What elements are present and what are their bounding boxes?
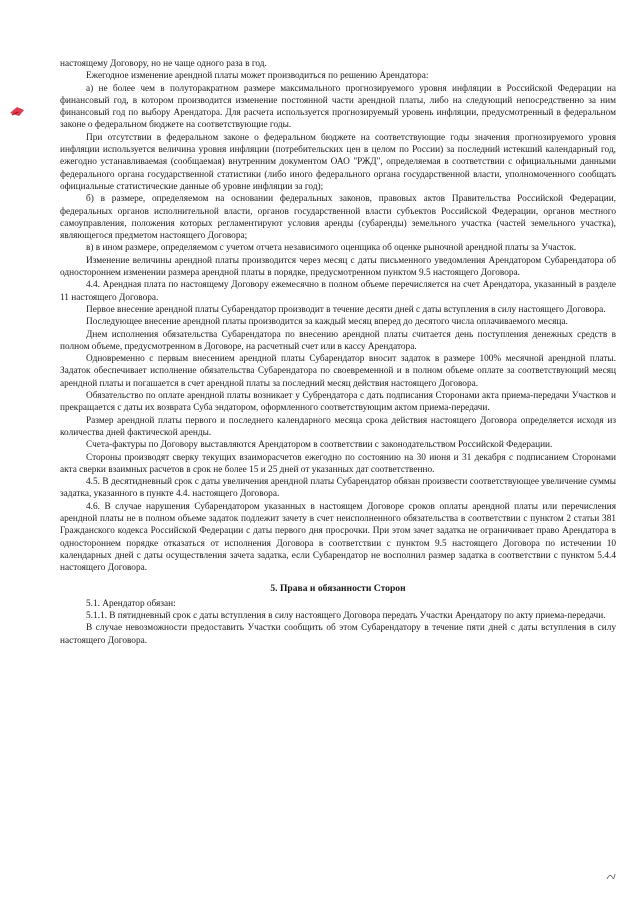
section-heading: 5. Права и обязанности Сторон — [270, 583, 406, 595]
paragraph: Изменение величины арендной платы производится через месяц с даты письменного уведомления Арендатором Субарендатора об одностороннем изменении размера арендной платы в порядке, предусмотренном пунктом 9.5 настоящего Договора. — [60, 255, 616, 279]
section-body-text — [60, 598, 616, 647]
paragraph: Стороны производят сверку текущих взаиморасчетов ежегодно по состоянию на 30 июня и 31 декабря с подписанием Сторонами акта сверки взаимных расчетов в срок не более 15 и 25 дней от указанных дат соответственно. — [60, 452, 616, 475]
paragraph: Первое внесение арендной платы Субарендатор производит в течение десяти дней с даты вступления в силу настоящего Договора. — [86, 304, 606, 315]
paragraph: б) в размере, определяемом на основании федеральных законов, правовых актов Правительства Российской Федерации, федеральных органов исполнительной власти, органов государственной власти субъектов Российской Федерации, органов местного самоуправления, положения которых регламентируют условия аренды (субаренды) земельного участка (частей земельного участка), являющегося предметом настоящего Договора; — [60, 194, 616, 242]
paragraph: 5.1.1. В пятидневный срок с даты вступления в силу настоящего Договора передать Участки Арендатору по акту приема-передачи. — [86, 611, 606, 622]
paragraph: Счета-фактуры по Договору выставляются Арендатором в соответствии с законодательством Российской Федерации. — [86, 440, 553, 451]
paragraph: При отсутствии в федеральном законе о федеральном бюджете на соответствующие годы значения прогнозируемого уровня инфляции используется величина уровня инфляции (потребительских цен в целом по России) за последний истекший календарный год, ежегодно устанавливаемая (сообщаемая) внутренним документом ОАО "РЖД", определяемая в соответствии с официальными данными федерального органа государственной статистики (либо иного федерального органа государственной власти, уполномоченного сообщать официальные статистические данные об уровне инфляции за год); — [60, 132, 616, 192]
paragraph: Одновременно с первым внесением арендной платы Субарендатор вносит задаток в размере 100% месячной арендной платы. Задаток обеспечивает исполнение обязательства Субарендатора по своевременной и в полном объеме оплате за соответствующий месяц арендной платы и погашается в счет арендной платы за последний месяц действия настоящего Договора. — [60, 354, 616, 389]
paragraph: Размер арендной платы первого и последнего календарного месяца срока действия настоящего Договора определяется исходя из количества дней фактической аренды. — [60, 415, 616, 438]
document-page — [60, 58, 616, 647]
paragraph: 4.4. Арендная плата по настоящему Договору ежемесячно в полном объеме перечисляется на счет Арендатора, указанный в разделе 11 настоящего Договора. — [60, 280, 616, 303]
paragraph: а) не более чем в полуторакратном размере максимального прогнозируемого уровня инфляции в Российской Федерации на финансовый год, в котором производится изменение постоянной части арендной платы, либо на следующий непосредственно за ним финансовый год по выбору Арендатора. Для расчета используется прогнозируемый уровень инфляции, предусмотренный в федеральном законе о федеральном бюджете на соответствующие годы. — [60, 83, 616, 131]
paragraph: 5.1. Арендатор обязан: — [86, 598, 176, 609]
corner-scribble — [606, 871, 616, 883]
paragraph: в) в ином размере, определяемом с учетом отчета независимого оценщика об оценке рыночной арендной платы за Участок. — [86, 243, 577, 254]
paragraph: настоящему Договору, но не чаще одного раза в год. — [60, 59, 267, 69]
paragraph: 4.6. В случае нарушения Субарендатором указанных в настоящем Договоре сроков оплаты арендной платы или перечисления арендной платы не в полном объеме задаток подлежит зачету в счет неисполненного обязательства в соответствии с пунктом 2 статьи 381 Гражданского кодекса Российской Федерации с даты первого дня просрочки. При этом зачет задатка не ограничивает право Арендатора в одностороннем порядке отказаться от исполнения Договора в соответствии с пунктом 9.5 настоящего Договора по истечении 10 календарных дней с даты осуществления зачета задатка, если Субарендатор не восполнил размер задатка в соответствии с пунктом 5.4.4 настоящего Договора. — [60, 501, 616, 574]
body-text — [60, 58, 616, 574]
paragraph: Последующее внесение арендной платы производится за каждый месяц вперед до десятого числа оплачиваемого месяца. — [86, 317, 568, 328]
red-pen-mark-icon — [8, 104, 26, 120]
paragraph: Обязательство по оплате арендной платы возникает у Субрендатора с дать подписания Сторонами акта приема-передачи Участков и прекращается с даты их возврата Суба эндатором, оформленного соответствующим актом приема-передачи. — [60, 391, 616, 414]
paragraph: В случае невозможности предоставить Участки сообщить об этом Субарендатору в течение пяти дней с даты вступления в силу настоящего Договора. — [60, 623, 616, 646]
paragraph: Днем исполнения обязательства Субарендатора по внесению арендной платы считается день поступления денежных средств в полном объеме, предусмотренном в Договоре, на расчетный счет или в кассу Арендатора. — [60, 329, 616, 352]
scribble-icon — [606, 871, 616, 881]
paragraph: Ежегодное изменение арендной платы может производиться по решению Арендатора: — [86, 71, 429, 82]
paragraph: 4.5. В десятидневный срок с даты увеличения арендной платы Субарендатор обязан произвести соответствующее увеличение суммы задатка, указанного в пункте 4.4. настоящего Договора. — [60, 477, 616, 500]
